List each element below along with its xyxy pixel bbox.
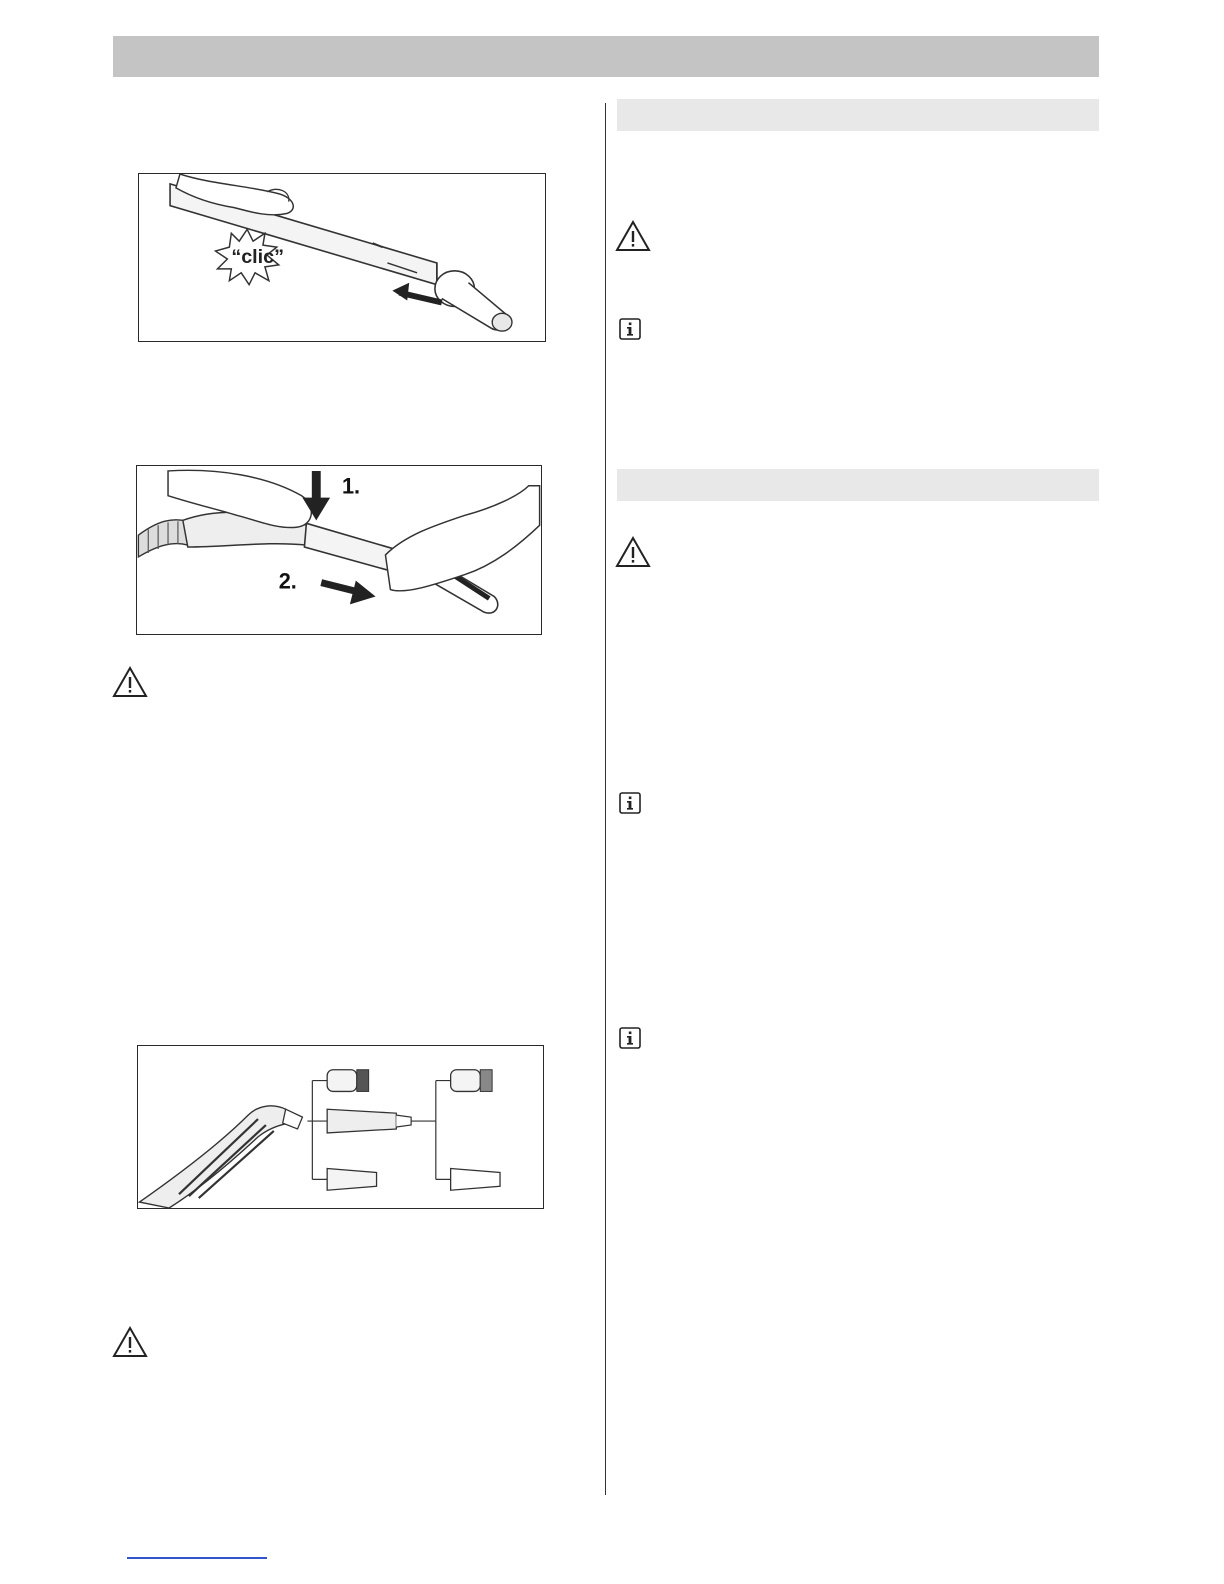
figure-accessories-illustration <box>138 1046 543 1208</box>
figure-tube-release <box>136 465 542 635</box>
column-divider <box>605 103 606 1495</box>
section-heading-band-2 <box>617 469 1099 501</box>
warning-triangle-icon <box>615 535 651 569</box>
figure-tube-click <box>138 173 546 342</box>
info-icon <box>619 1027 641 1049</box>
warning-triangle-icon <box>112 665 148 699</box>
step-2-label: 2. <box>278 568 297 594</box>
info-icon <box>619 792 641 814</box>
warning-triangle-icon <box>112 1325 148 1359</box>
click-label: “clic” <box>231 245 285 268</box>
figure-tube-release-illustration <box>137 466 541 634</box>
step-1-label: 1. <box>341 473 361 499</box>
warning-triangle-icon <box>615 219 651 253</box>
figure-tube-click-illustration <box>139 174 545 341</box>
info-icon <box>619 318 641 340</box>
page-header-band <box>113 36 1099 77</box>
footer-link-underline[interactable] <box>127 1557 267 1559</box>
section-heading-band-1 <box>617 99 1099 131</box>
figure-accessories <box>137 1045 544 1209</box>
